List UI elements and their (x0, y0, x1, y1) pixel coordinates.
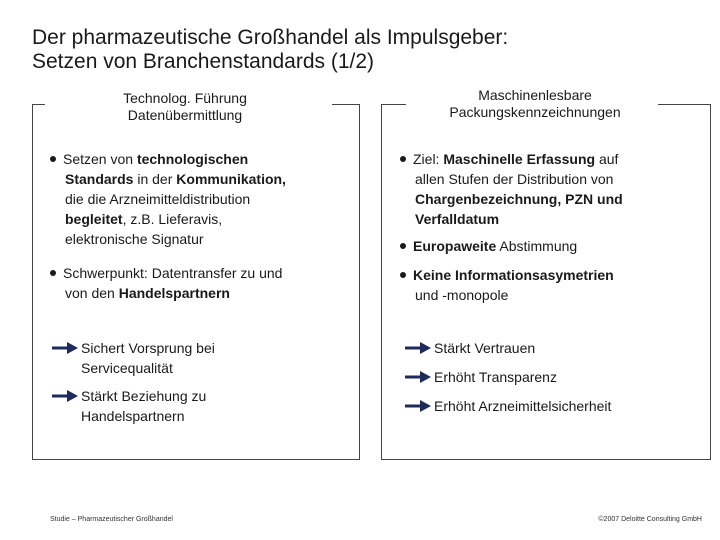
left-bullet-1-text (63, 149, 350, 249)
text-run: auf (595, 151, 619, 167)
left-bullet-2-line-1: Schwerpunkt: Datentransfer zu und (63, 265, 283, 281)
text-run: , z.B. Lieferavis, (122, 211, 223, 227)
bold-run: Handelspartnern (118, 285, 230, 301)
bold-run: Verfalldatum (415, 211, 500, 227)
bullet-dot-icon (400, 243, 406, 249)
right-bullet-1-line-1 (413, 149, 700, 169)
left-bullet-1-line-3: die die Arzneimitteldistribution (65, 191, 251, 207)
bold-run: technologischen (136, 151, 249, 167)
right-bullet-3-line-1 (413, 265, 700, 285)
left-bullet-1-line-2 (65, 169, 350, 189)
footer-study-label: Studie – Pharmazeutischer Großhandel (50, 516, 173, 523)
right-arrow-3-line-1: Erhöht Arzneimittelsicherheit (434, 398, 612, 414)
text-run: Abstimmung (496, 238, 578, 254)
bold-run: Europaweite (413, 238, 497, 254)
bold-run: Chargenbezeichnung, PZN und (415, 191, 623, 207)
right-column-heading (405, 87, 665, 121)
text-run: Ziel: (413, 151, 444, 167)
title-line-1: Der pharmazeutische Großhandel als Impulsgeber: (32, 26, 509, 49)
left-column-heading (70, 90, 300, 124)
text-run: in der (133, 171, 177, 187)
right-bullet-3-line-2: und -monopole (415, 287, 509, 303)
right-bullet-1-line-3 (415, 189, 700, 209)
arrow-right-icon (405, 400, 431, 412)
bold-run: Maschinelle Erfassung (443, 151, 596, 167)
bold-run: begleitet (65, 211, 123, 227)
left-arrow-2-line-1: Stärkt Beziehung zu (81, 388, 207, 404)
left-bullet-1-line-1 (63, 149, 350, 169)
right-bullet-no-asymmetry (400, 265, 700, 305)
right-bullet-1-line-2: allen Stufen der Distribution von (415, 171, 614, 187)
arrow-right-icon (52, 390, 78, 402)
left-arrow-2-line-2: Handelspartnern (81, 408, 185, 424)
right-bullet-2-text (413, 236, 700, 256)
left-arrow-1-line-1: Sichert Vorsprung bei (81, 340, 215, 356)
bold-run: Kommunikation, (176, 171, 286, 187)
bold-run: Keine Informationsasymetrien (413, 267, 614, 283)
right-bullet-1-text (413, 149, 700, 229)
left-bullet-1-line-5: elektronische Signatur (65, 231, 204, 247)
footer-copyright: ©2007 Deloitte Consulting GmbH (598, 516, 702, 523)
arrow-right-icon (405, 371, 431, 383)
right-bullet-2-line-1 (413, 236, 700, 256)
right-heading-line-2: Packungskennzeichnungen (449, 104, 621, 120)
text-run: Setzen von (63, 151, 137, 167)
right-arrow-2-line-1: Erhöht Transparenz (434, 369, 557, 385)
left-bullet-technology-standards (50, 149, 350, 249)
arrow-right-icon (52, 342, 78, 354)
left-arrow-1-line-2: Servicequalität (81, 360, 173, 376)
left-bullet-data-transfer (50, 263, 350, 303)
left-heading-line-2: Datenübermittlung (127, 107, 243, 123)
right-bullet-machine-capture (400, 149, 700, 229)
right-arrow-1-label (434, 338, 654, 358)
right-arrow-1-line-1: Stärkt Vertrauen (434, 340, 536, 356)
bullet-dot-icon (400, 272, 406, 278)
left-heading-line-1: Technolog. Führung (123, 90, 247, 106)
bold-run: Standards (65, 171, 134, 187)
right-bullet-europe (400, 236, 700, 256)
right-bullet-1-line-4 (415, 209, 700, 229)
text-run: von den (65, 285, 119, 301)
arrow-right-icon (405, 342, 431, 354)
left-arrow-2-label (81, 386, 301, 426)
bullet-dot-icon (50, 270, 56, 276)
bullet-dot-icon (400, 156, 406, 162)
bullet-dot-icon (50, 156, 56, 162)
title-line-2: Setzen von Branchenstandards (1/2) (32, 50, 375, 73)
page-title (32, 26, 508, 74)
left-bullet-2-line-2 (65, 283, 350, 303)
right-arrow-2-label (434, 367, 654, 387)
left-arrow-1-label (81, 338, 301, 378)
left-bullet-1-line-4 (65, 209, 350, 229)
right-bullet-3-text (413, 265, 700, 305)
right-heading-line-1: Maschinenlesbare (478, 87, 592, 103)
left-bullet-2-text (63, 263, 350, 303)
right-arrow-3-label (434, 396, 654, 416)
